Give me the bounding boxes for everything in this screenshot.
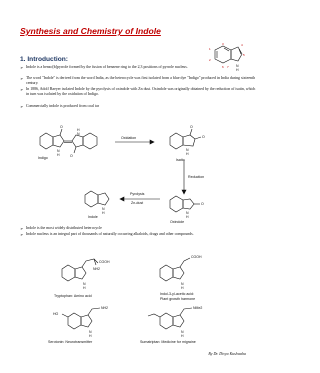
intro-bullet-4: ➢ Commercially indole is produced from coal tar	[26, 104, 256, 109]
svg-text:1: 1	[209, 47, 211, 51]
svg-text:NH2: NH2	[101, 306, 109, 310]
svg-text:COOH: COOH	[99, 260, 110, 264]
svg-text:H: H	[83, 286, 86, 290]
section-heading: 1. Introduction:	[20, 56, 68, 63]
svg-text:2: 2	[209, 58, 211, 62]
svg-text:H: H	[57, 153, 60, 157]
svg-text:HO: HO	[53, 312, 59, 316]
indole-history-scheme	[20, 115, 250, 224]
svg-text:H: H	[181, 286, 184, 290]
svg-text:H: H	[236, 68, 239, 72]
isatin-label: Isatin	[176, 158, 185, 162]
indole-label: Indole	[88, 215, 98, 219]
svg-text:H: H	[186, 152, 189, 156]
svg-text:H: H	[89, 334, 92, 338]
svg-text:H: H	[102, 211, 105, 215]
iaa-label-line1: Indol-3-yl-acetic acid:	[160, 292, 194, 296]
svg-text:N: N	[57, 149, 60, 153]
pyrolysis-label: Pyrolysis	[130, 192, 145, 196]
indigo-label: Indigo	[38, 156, 48, 160]
svg-text:H: H	[186, 215, 189, 219]
svg-text:6: 6	[222, 65, 224, 69]
svg-text:O: O	[190, 125, 193, 129]
svg-text:N: N	[181, 330, 184, 334]
svg-text:H: H	[77, 128, 80, 132]
svg-text:N: N	[236, 64, 239, 68]
svg-text:COOH: COOH	[191, 255, 202, 259]
svg-text:5: 5	[243, 53, 245, 57]
svg-text:N: N	[186, 211, 189, 215]
svg-text:7: 7	[227, 65, 229, 69]
zn-dust-label: Zn-dust	[131, 201, 144, 205]
svg-text:O: O	[201, 202, 204, 206]
oxindole-label: Oxindole	[170, 220, 185, 224]
svg-text:4: 4	[241, 43, 243, 47]
svg-text:O: O	[202, 135, 205, 139]
svg-text:N: N	[102, 207, 105, 211]
svg-text:3: 3	[222, 42, 224, 46]
page-title: Synthesis and Chemistry of Indole	[20, 26, 161, 36]
footer-author: By Dr. Divya Kushwaha	[208, 352, 246, 356]
svg-text:NMe2: NMe2	[193, 306, 203, 310]
svg-text:O: O	[70, 154, 73, 158]
iaa-label-line2: Plant growth harmone	[160, 297, 196, 301]
intro-bullet-3: ➢ In 1886, Adolf Baeyer isolated Indole by the pyrolysis of oxindole with Zn dust. Oxindole was originally obtained by the reduction of isatin, which in turn was isolated by the oxidation of Indigo.	[26, 87, 256, 98]
svg-text:N: N	[83, 282, 86, 286]
svg-text:O: O	[60, 125, 63, 129]
reduction-label: Reduction	[188, 175, 205, 179]
tryptophan-label: Tryptophan: Amino acid	[54, 294, 92, 298]
sumatriptan-label: Sumatriptan: Medicine for migraine	[140, 340, 196, 344]
later-bullet-1: ➢ Indole is the most widely distributed heterocycle	[26, 226, 251, 231]
svg-text:H: H	[181, 334, 184, 338]
svg-text:NH2: NH2	[93, 267, 101, 271]
svg-text:N: N	[181, 282, 184, 286]
intro-bullet-2: ➢ The word "Indole" is derived from the word India, as the heterocycle was first isolated from a blue dye "Indigo" produced in India during sixteenth century.	[26, 76, 256, 87]
svg-text:N: N	[89, 330, 92, 334]
later-bullet-2: ➢ Indole nucleus is an integral part of thousands of naturally occurring alkaloids, drugs and other compounds.	[26, 232, 251, 237]
oxidation-label: Oxidation	[121, 136, 137, 140]
svg-text:N: N	[186, 148, 189, 152]
svg-text:N: N	[77, 132, 80, 136]
serotonin-label: Serotonin: Neurotransmitter	[48, 340, 93, 344]
intro-bullet-1: ➢ Indole is a benzo[b]pyrrole formed by the fusion of benzene ring to the 2,3 positions of pyrrole nucleus.	[26, 65, 212, 70]
indole-compounds-figure	[20, 247, 250, 347]
